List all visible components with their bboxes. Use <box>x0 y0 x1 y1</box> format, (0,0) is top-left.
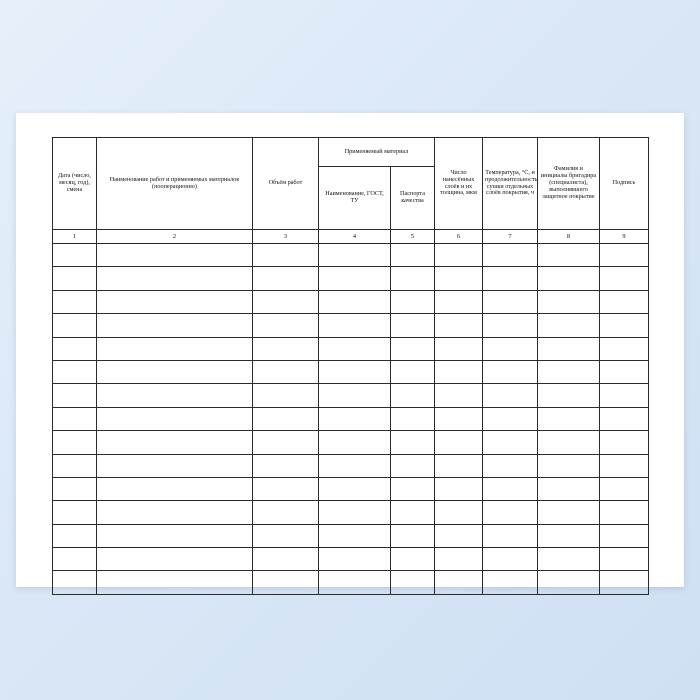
table-cell[interactable] <box>53 360 97 383</box>
colnum-6: 6 <box>435 230 483 244</box>
table-cell[interactable] <box>319 454 391 477</box>
table-row <box>53 431 649 454</box>
table-cell[interactable] <box>483 501 538 524</box>
header-signature: Подпись <box>600 138 649 230</box>
journal-table <box>52 137 649 595</box>
table-cell[interactable] <box>483 571 538 594</box>
table-cell[interactable] <box>53 571 97 594</box>
table-cell[interactable] <box>97 384 253 407</box>
table-cell[interactable] <box>97 337 253 360</box>
table-cell[interactable] <box>483 431 538 454</box>
table-cell[interactable] <box>97 571 253 594</box>
table-cell[interactable] <box>319 571 391 594</box>
table-cell[interactable] <box>253 454 319 477</box>
table-cell[interactable] <box>435 360 483 383</box>
table-cell[interactable] <box>483 524 538 547</box>
header-row-top <box>53 138 649 167</box>
table-row <box>53 407 649 430</box>
table-cell[interactable] <box>391 454 435 477</box>
table-cell[interactable] <box>53 314 97 337</box>
table-cell[interactable] <box>253 548 319 571</box>
table-cell[interactable] <box>253 477 319 500</box>
table-cell[interactable] <box>538 548 600 571</box>
header-volume: Объём работ <box>253 138 319 230</box>
table-cell[interactable] <box>97 501 253 524</box>
table-cell[interactable] <box>600 524 649 547</box>
table-cell[interactable] <box>483 407 538 430</box>
table-cell[interactable] <box>253 337 319 360</box>
table-cell[interactable] <box>483 244 538 267</box>
table-cell[interactable] <box>391 314 435 337</box>
colnum-2: 2 <box>97 230 253 244</box>
table-cell[interactable] <box>483 454 538 477</box>
header-material-standard: Наименование, ГОСТ, ТУ <box>319 167 391 230</box>
table-cell[interactable] <box>53 477 97 500</box>
table-cell[interactable] <box>435 571 483 594</box>
table-cell[interactable] <box>435 501 483 524</box>
table-cell[interactable] <box>391 548 435 571</box>
table-cell[interactable] <box>538 290 600 313</box>
table-cell[interactable] <box>538 454 600 477</box>
table-cell[interactable] <box>391 477 435 500</box>
table-cell[interactable] <box>435 314 483 337</box>
table-cell[interactable] <box>600 337 649 360</box>
table-cell[interactable] <box>435 477 483 500</box>
table-row <box>53 244 649 267</box>
table-cell[interactable] <box>600 360 649 383</box>
table-cell[interactable] <box>97 548 253 571</box>
colnum-8: 8 <box>538 230 600 244</box>
table-cell[interactable] <box>319 431 391 454</box>
table-cell[interactable] <box>253 384 319 407</box>
header-quality-passport: Паспорта качества <box>391 167 435 230</box>
table-cell[interactable] <box>53 407 97 430</box>
table-row <box>53 314 649 337</box>
table-cell[interactable] <box>319 548 391 571</box>
table-cell[interactable] <box>391 337 435 360</box>
table-cell[interactable] <box>97 524 253 547</box>
table-cell[interactable] <box>600 454 649 477</box>
table-cell[interactable] <box>319 337 391 360</box>
table-cell[interactable] <box>319 314 391 337</box>
table-cell[interactable] <box>538 524 600 547</box>
header-layers: Число нанесённых слоёв и их толщина, мкм <box>435 138 483 230</box>
table-cell[interactable] <box>435 548 483 571</box>
table-cell[interactable] <box>97 267 253 290</box>
table-cell[interactable] <box>538 431 600 454</box>
table-cell[interactable] <box>391 431 435 454</box>
table-container <box>52 137 648 595</box>
table-cell[interactable] <box>319 501 391 524</box>
table-cell[interactable] <box>538 337 600 360</box>
colnum-5: 5 <box>391 230 435 244</box>
table-cell[interactable] <box>319 477 391 500</box>
table-cell[interactable] <box>391 501 435 524</box>
table-cell[interactable] <box>538 571 600 594</box>
table-row <box>53 360 649 383</box>
table-cell[interactable] <box>391 407 435 430</box>
table-cell[interactable] <box>538 314 600 337</box>
table-cell[interactable] <box>53 337 97 360</box>
table-cell[interactable] <box>435 431 483 454</box>
table-cell[interactable] <box>253 267 319 290</box>
table-row <box>53 571 649 594</box>
table-row <box>53 477 649 500</box>
table-cell[interactable] <box>538 407 600 430</box>
table-cell[interactable] <box>600 290 649 313</box>
table-cell[interactable] <box>483 384 538 407</box>
table-cell[interactable] <box>253 244 319 267</box>
document-sheet <box>16 113 684 587</box>
table-cell[interactable] <box>538 501 600 524</box>
table-cell[interactable] <box>391 244 435 267</box>
table-cell[interactable] <box>319 267 391 290</box>
table-cell[interactable] <box>538 360 600 383</box>
table-cell[interactable] <box>391 384 435 407</box>
table-cell[interactable] <box>53 267 97 290</box>
table-cell[interactable] <box>319 244 391 267</box>
table-cell[interactable] <box>483 548 538 571</box>
table-cell[interactable] <box>97 454 253 477</box>
table-cell[interactable] <box>53 431 97 454</box>
table-cell[interactable] <box>435 454 483 477</box>
table-cell[interactable] <box>600 244 649 267</box>
table-cell[interactable] <box>253 360 319 383</box>
table-cell[interactable] <box>435 407 483 430</box>
table-cell[interactable] <box>253 571 319 594</box>
table-cell[interactable] <box>253 524 319 547</box>
table-cell[interactable] <box>483 360 538 383</box>
table-cell[interactable] <box>538 267 600 290</box>
table-cell[interactable] <box>435 244 483 267</box>
table-cell[interactable] <box>435 384 483 407</box>
table-cell[interactable] <box>435 267 483 290</box>
table-cell[interactable] <box>538 244 600 267</box>
table-row <box>53 454 649 477</box>
table-row <box>53 548 649 571</box>
table-cell[interactable] <box>483 314 538 337</box>
table-cell[interactable] <box>435 337 483 360</box>
table-cell[interactable] <box>253 314 319 337</box>
table-cell[interactable] <box>600 384 649 407</box>
table-cell[interactable] <box>253 290 319 313</box>
column-number-row <box>53 230 649 244</box>
table-cell[interactable] <box>391 267 435 290</box>
table-cell[interactable] <box>391 524 435 547</box>
table-cell[interactable] <box>483 477 538 500</box>
table-cell[interactable] <box>435 524 483 547</box>
table-cell[interactable] <box>97 407 253 430</box>
table-cell[interactable] <box>97 244 253 267</box>
table-row <box>53 524 649 547</box>
table-cell[interactable] <box>97 360 253 383</box>
table-cell[interactable] <box>53 384 97 407</box>
header-works-name: Наименование работ и применяемых материалов (пооперационно) <box>97 138 253 230</box>
table-cell[interactable] <box>319 290 391 313</box>
colnum-4: 4 <box>319 230 391 244</box>
table-cell[interactable] <box>391 360 435 383</box>
table-header <box>53 138 649 244</box>
table-row <box>53 337 649 360</box>
table-cell[interactable] <box>600 548 649 571</box>
table-cell[interactable] <box>600 407 649 430</box>
table-cell[interactable] <box>97 477 253 500</box>
table-cell[interactable] <box>600 314 649 337</box>
table-cell[interactable] <box>53 524 97 547</box>
colnum-9: 9 <box>600 230 649 244</box>
table-cell[interactable] <box>435 290 483 313</box>
table-cell[interactable] <box>391 571 435 594</box>
table-cell[interactable] <box>253 431 319 454</box>
table-cell[interactable] <box>319 407 391 430</box>
table-row <box>53 384 649 407</box>
table-cell[interactable] <box>483 267 538 290</box>
table-cell[interactable] <box>53 548 97 571</box>
header-date: Дата (число, месяц, год), смена <box>53 138 97 230</box>
table-cell[interactable] <box>253 407 319 430</box>
table-cell[interactable] <box>53 501 97 524</box>
table-cell[interactable] <box>319 524 391 547</box>
table-row <box>53 290 649 313</box>
table-cell[interactable] <box>483 290 538 313</box>
table-cell[interactable] <box>538 477 600 500</box>
table-cell[interactable] <box>97 314 253 337</box>
header-foreman: Фамилия и инициалы бригадира (специалиста), выполнявшего защитное покрытие <box>538 138 600 230</box>
header-material-group: Применяемый материал <box>319 138 435 167</box>
table-cell[interactable] <box>53 290 97 313</box>
table-cell[interactable] <box>600 267 649 290</box>
table-cell[interactable] <box>253 501 319 524</box>
colnum-3: 3 <box>253 230 319 244</box>
table-cell[interactable] <box>319 360 391 383</box>
table-cell[interactable] <box>600 431 649 454</box>
table-row <box>53 267 649 290</box>
header-temperature: Температура, °С, и продолжительность сушки отдельных слоёв покрытия, ч <box>483 138 538 230</box>
colnum-1: 1 <box>53 230 97 244</box>
colnum-7: 7 <box>483 230 538 244</box>
table-cell[interactable] <box>483 337 538 360</box>
table-body <box>53 244 649 595</box>
table-cell[interactable] <box>600 571 649 594</box>
table-cell[interactable] <box>53 244 97 267</box>
table-cell[interactable] <box>600 501 649 524</box>
table-cell[interactable] <box>97 431 253 454</box>
table-cell[interactable] <box>97 290 253 313</box>
table-cell[interactable] <box>391 290 435 313</box>
table-cell[interactable] <box>319 384 391 407</box>
table-cell[interactable] <box>538 384 600 407</box>
table-cell[interactable] <box>600 477 649 500</box>
table-cell[interactable] <box>53 454 97 477</box>
table-row <box>53 501 649 524</box>
